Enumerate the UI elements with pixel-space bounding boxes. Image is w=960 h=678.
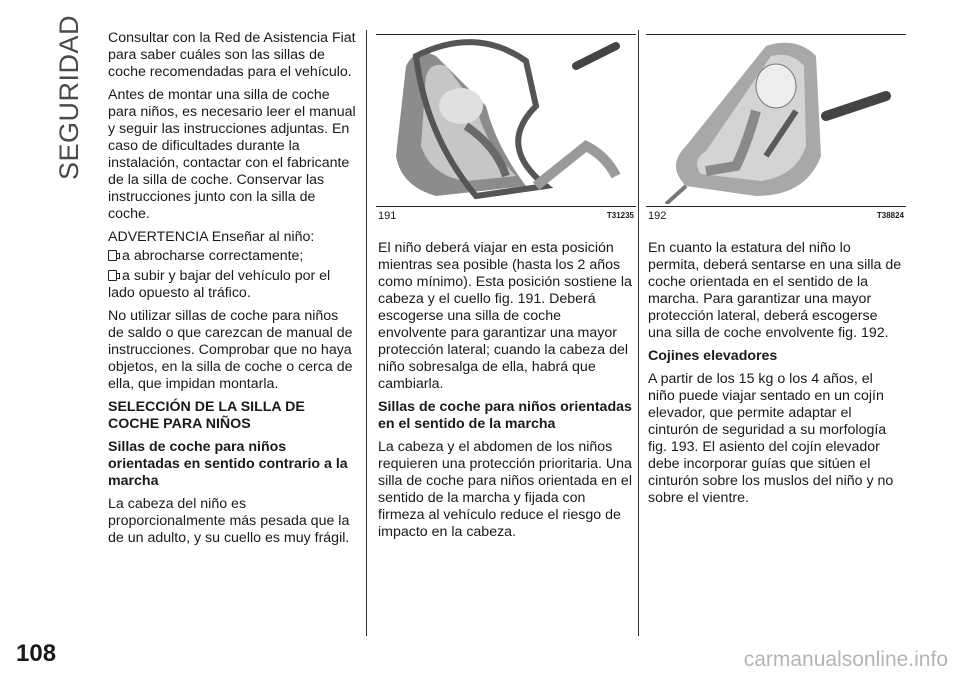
figure-number: 191 xyxy=(378,210,397,222)
list-item xyxy=(108,268,356,285)
section-heading: SELECCIÓN DE LA SILLA DE COCHE PARA NIÑOS xyxy=(108,399,305,432)
figure-code: T38824 xyxy=(876,211,904,220)
figure-rule xyxy=(376,34,636,35)
figure-192 xyxy=(646,30,906,226)
paragraph: El niño deberá viajar en esta posición mientras sea posible (hasta los 2 años como mínimo). Esta posición sostiene la cabeza y el cuello fig. 191. Deberá escogerse una silla de coche envolvente para garantizar una mayor protección lateral; cuando la cabeza del niño sobresalga de ella, habrá que cambiarla. xyxy=(378,240,632,392)
watermark: carmanualsonline.info xyxy=(743,648,948,671)
section-tab-label: SEGURIDAD xyxy=(54,14,85,181)
figure-191 xyxy=(376,30,636,226)
bullet-icon xyxy=(108,250,117,261)
figure-rule xyxy=(646,34,906,35)
rear-facing-child-seat-illustration xyxy=(376,36,636,204)
list-item xyxy=(108,248,356,265)
warning-intro: ADVERTENCIA Enseñar al niño: xyxy=(108,229,315,245)
column-divider xyxy=(366,30,367,636)
figure-rule xyxy=(646,206,906,207)
subsection-heading: Cojines elevadores xyxy=(648,348,778,364)
paragraph: La cabeza del niño es proporcionalmente más pesada que la de un adulto, y su cuello es muy frágil. xyxy=(108,496,350,546)
subsection-heading: Sillas de coche para niños orientadas en el sentido de la marcha xyxy=(378,399,632,432)
list-item-continuation: lado opuesto al tráfico. xyxy=(108,285,251,301)
column-2 xyxy=(378,240,632,547)
figure-rule xyxy=(376,206,636,207)
paragraph: Consultar con la Red de Asistencia Fiat para saber cuáles son las sillas de coche recomendadas para el vehículo. xyxy=(108,30,356,80)
section-tab xyxy=(44,14,96,181)
list-item-text: a subir y bajar del vehículo por el xyxy=(122,268,331,284)
forward-facing-child-seat-illustration xyxy=(646,36,906,204)
paragraph: En cuanto la estatura del niño lo permita, deberá sentarse en una silla de coche orientada en el sentido de la marcha. Para garantizar una mayor protección lateral, deberá escogerse una silla de coche envolvente fig. 192. xyxy=(648,240,902,341)
column-1 xyxy=(108,30,356,553)
list-item-text: a abrocharse correctamente; xyxy=(122,248,304,264)
subsection-heading: Sillas de coche para niños orientadas en sentido contrario a la marcha xyxy=(108,439,348,489)
paragraph: No utilizar sillas de coche para niños de saldo o que carezcan de manual de instrucciones. Comprobar que no haya objetos, en la silla de coche o cerca de ella, que impidan montarla. xyxy=(108,308,353,392)
figure-code: T31235 xyxy=(606,211,634,220)
paragraph: A partir de los 15 kg o los 4 años, el niño puede viajar sentado en un cojín elevador, que permite adaptar el cinturón de seguridad a su morfología fig. 193. El asiento del cojín elevador debe incorporar guías que sitúen el cinturón sobre los muslos del niño y no sobre el vientre. xyxy=(648,371,894,506)
column-3 xyxy=(648,240,902,513)
bullet-icon xyxy=(108,270,117,281)
figure-number: 192 xyxy=(648,210,667,222)
paragraph: La cabeza y el abdomen de los niños requieren una protección prioritaria. Una silla de coche para niños orientada en el sentido de la marcha y fijada con firmeza al vehículo reduce el riesgo de impacto en la cabeza. xyxy=(378,439,632,540)
paragraph: Antes de montar una silla de coche para niños, es necesario leer el manual y seguir las instrucciones adjuntas. En caso de dificultades durante la instalación, contactar con el fabricante de la silla de coche. Conservar las instrucciones junto con la silla de coche. xyxy=(108,87,356,222)
column-divider xyxy=(638,30,639,636)
page-number: 108 xyxy=(16,640,57,667)
